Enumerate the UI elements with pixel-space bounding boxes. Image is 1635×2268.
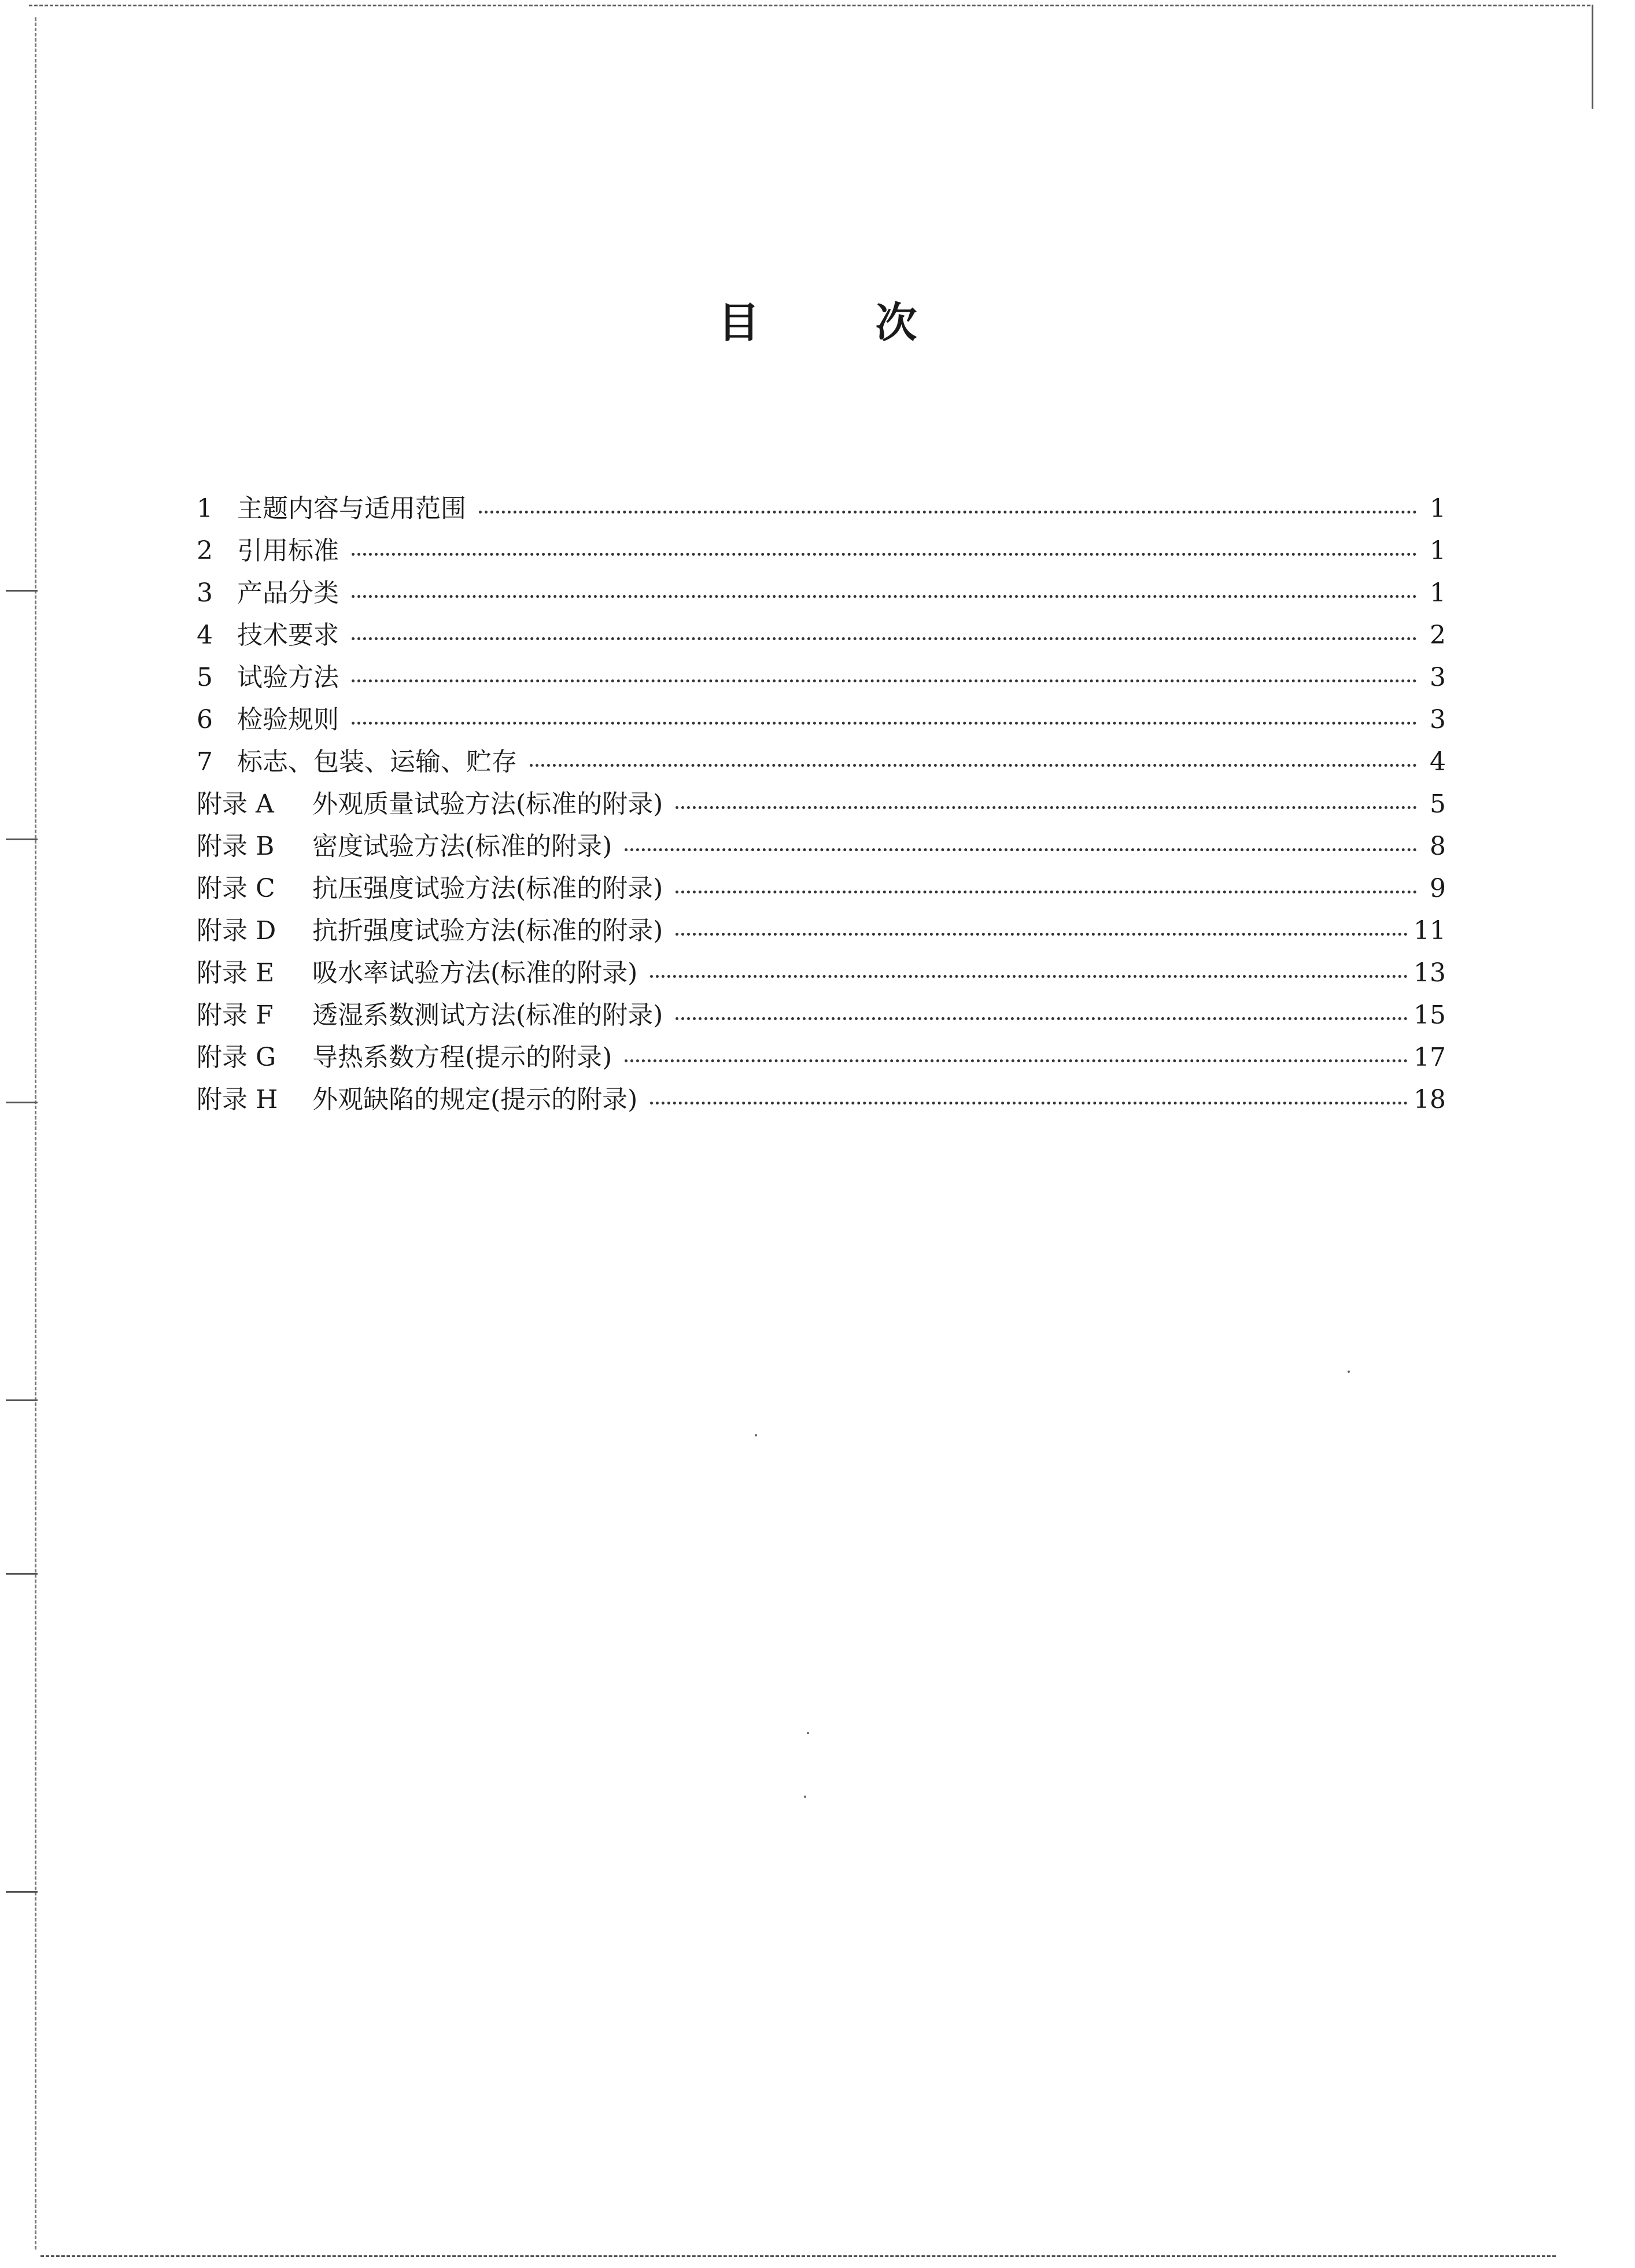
toc-entry-page: 2 <box>1430 620 1446 650</box>
toc-entry-page: 5 <box>1430 789 1446 819</box>
title-char-2: 次 <box>875 298 917 347</box>
toc-leader-dots <box>530 764 1417 767</box>
toc-leader-dots <box>352 637 1417 640</box>
page-title <box>0 289 1635 349</box>
toc-leader-dots <box>479 511 1417 514</box>
toc-entry-page: 1 <box>1430 494 1446 523</box>
toc-entry-page: 1 <box>1430 536 1446 566</box>
toc-entry-page: 9 <box>1430 874 1446 903</box>
toc-entry-page: 11 <box>1413 916 1446 945</box>
scan-speck <box>804 1796 806 1798</box>
toc-appendix-prefix: 附录 A <box>197 789 274 819</box>
toc-leader-dots <box>352 595 1417 598</box>
toc-leader-dots <box>676 891 1417 893</box>
toc-entry-number: 1 <box>197 494 213 523</box>
toc-entry-label: 检验规则 <box>237 705 339 734</box>
toc-leader-dots <box>676 933 1408 936</box>
toc-appendix-entry[interactable] <box>197 994 1446 1036</box>
toc-entry-number: 7 <box>197 747 213 777</box>
title-char-1: 目 <box>718 298 760 347</box>
toc-entry-label: 导热系数方程(提示的附录) <box>312 1043 612 1072</box>
toc-leader-dots <box>676 1017 1408 1020</box>
toc-entry-label: 技术要求 <box>237 620 339 650</box>
toc-appendix-prefix: 附录 E <box>197 958 275 988</box>
toc-entry-page: 8 <box>1430 832 1446 861</box>
binding-tick <box>6 1102 38 1103</box>
toc-entry-label: 抗折强度试验方法(标准的附录) <box>312 916 663 945</box>
toc-entry-page: 17 <box>1413 1043 1446 1072</box>
toc-leader-dots <box>625 1059 1408 1062</box>
toc-appendix-entry[interactable] <box>197 910 1446 952</box>
toc-appendix-entry[interactable] <box>197 867 1446 910</box>
toc-appendix-entry[interactable] <box>197 1078 1446 1121</box>
toc-leader-dots <box>676 806 1417 809</box>
toc-appendix-prefix: 附录 F <box>197 1000 274 1030</box>
toc-entry-label: 吸水率试验方法(标准的附录) <box>312 958 638 988</box>
toc-entry-page: 3 <box>1430 705 1446 734</box>
binding-tick <box>6 590 38 592</box>
toc-entry-label: 标志、包装、运输、贮存 <box>237 747 517 777</box>
toc-leader-dots <box>625 848 1417 851</box>
toc-entry-number: 6 <box>197 705 213 734</box>
toc-entry-label: 抗压强度试验方法(标准的附录) <box>312 874 663 903</box>
scan-speck <box>807 1732 809 1734</box>
toc-entry-label: 密度试验方法(标准的附录) <box>312 832 612 861</box>
scan-speck <box>1348 1371 1350 1373</box>
toc-entry-page: 15 <box>1413 1000 1446 1030</box>
toc-appendix-entry[interactable] <box>197 825 1446 867</box>
toc-entry-number: 5 <box>197 663 213 692</box>
toc-entry-label: 外观缺陷的规定(提示的附录) <box>312 1085 638 1114</box>
binding-tick <box>6 839 38 840</box>
toc-leader-dots <box>352 722 1417 725</box>
scan-edge-top <box>29 5 1590 6</box>
toc-entry-label: 试验方法 <box>237 663 339 692</box>
toc-entry[interactable] <box>197 699 1446 741</box>
toc-entry-number: 2 <box>197 536 213 566</box>
toc-appendix-prefix: 附录 C <box>197 874 275 903</box>
toc-entry-number: 3 <box>197 578 213 608</box>
toc-entry[interactable] <box>197 656 1446 699</box>
toc-entry-label: 引用标准 <box>237 536 339 566</box>
binding-tick <box>6 1573 38 1575</box>
scan-edge-bottom <box>40 2255 1556 2257</box>
toc-entry[interactable] <box>197 530 1446 572</box>
toc-leader-dots <box>650 975 1408 978</box>
binding-tick <box>6 1399 38 1401</box>
toc-entry-page: 1 <box>1430 578 1446 608</box>
toc-entry-label: 产品分类 <box>237 578 339 608</box>
toc-entry-page: 18 <box>1413 1085 1446 1114</box>
toc-leader-dots <box>352 679 1417 682</box>
table-of-contents <box>197 487 1446 1121</box>
toc-appendix-prefix: 附录 G <box>197 1043 276 1072</box>
toc-appendix-prefix: 附录 D <box>197 916 276 945</box>
scan-speck <box>755 1434 757 1436</box>
toc-entry-page: 3 <box>1430 663 1446 692</box>
toc-appendix-entry[interactable] <box>197 1036 1446 1078</box>
toc-appendix-entry[interactable] <box>197 783 1446 825</box>
toc-entry[interactable] <box>197 614 1446 656</box>
toc-appendix-prefix: 附录 B <box>197 832 275 861</box>
scan-edge-left <box>35 17 36 2249</box>
toc-appendix-prefix: 附录 H <box>197 1085 278 1114</box>
binding-tick <box>6 1891 38 1893</box>
toc-entry[interactable] <box>197 741 1446 783</box>
toc-leader-dots <box>650 1102 1408 1105</box>
toc-leader-dots <box>352 553 1417 556</box>
toc-entry-page: 13 <box>1413 958 1446 988</box>
toc-entry-label: 主题内容与适用范围 <box>237 494 466 523</box>
toc-entry-label: 外观质量试验方法(标准的附录) <box>312 789 663 819</box>
toc-entry[interactable] <box>197 572 1446 614</box>
toc-entry-page: 4 <box>1430 747 1446 777</box>
toc-entry-label: 透湿系数测试方法(标准的附录) <box>312 1000 663 1030</box>
toc-entry-number: 4 <box>197 620 213 650</box>
toc-appendix-entry[interactable] <box>197 952 1446 994</box>
toc-entry[interactable] <box>197 487 1446 530</box>
scan-edge-right <box>1592 5 1593 109</box>
